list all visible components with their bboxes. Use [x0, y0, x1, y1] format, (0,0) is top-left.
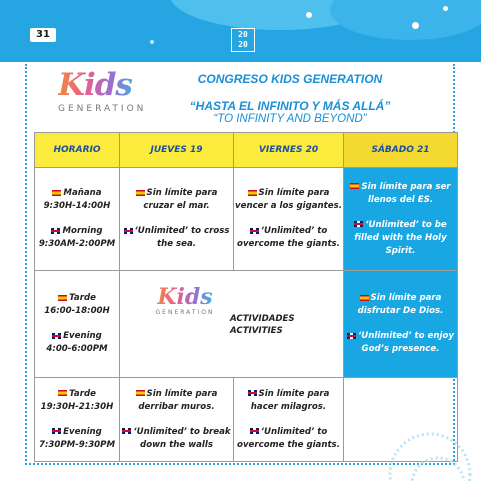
time-hours-es: 9:30H-14:00H: [43, 201, 111, 211]
decorative-dot: [443, 6, 448, 11]
session-text-en: ‘Unlimited’ to cross the sea.: [134, 226, 230, 249]
uk-flag-icon: [124, 228, 133, 234]
session-text-en: ‘Unlimited’ to enjoy God’s presence.: [358, 331, 454, 354]
empty-cell: [344, 378, 458, 462]
time-label-en: Morning: [62, 226, 103, 236]
session-cell: [344, 168, 458, 271]
time-label-es: Tarde: [69, 388, 96, 399]
activities-cell: [120, 271, 344, 378]
decorative-blob: [330, 0, 481, 40]
session-text-es: Sin límite para derribar muros.: [138, 388, 218, 412]
table-row: [35, 168, 458, 271]
kids-generation-logo: [155, 285, 215, 316]
time-cell: [35, 378, 120, 462]
theme-spanish: “HASTA EL INFINITO Y MÁS ALLÁ”: [189, 99, 391, 113]
time-cell: [35, 168, 120, 271]
spain-flag-icon: [350, 183, 359, 189]
session-cell: [234, 378, 344, 462]
time-hours-en: 9:30AM-2:00PM: [38, 239, 116, 249]
session-text-es: Sin límite para disfrutar De Dios.: [357, 293, 444, 316]
time-cell: [35, 271, 120, 378]
time-hours-es: 19:30H-21:30H: [40, 401, 114, 412]
session-text-es: Sin límite para vencer a los gigantes.: [235, 188, 342, 211]
logo-sub: GENERATION: [155, 309, 215, 316]
theme-english: “TO INFINITY AND BEYOND”: [213, 113, 367, 125]
spain-flag-icon: [58, 295, 67, 301]
session-cell: [120, 168, 234, 271]
spain-flag-icon: [58, 390, 67, 396]
session-text-es: Sin límite para ser llenos del ES.: [361, 181, 451, 205]
col-header-viernes: VIERNES 20: [234, 133, 344, 168]
activities-label: [230, 313, 295, 337]
uk-flag-icon: [354, 221, 363, 227]
uk-flag-icon: [250, 228, 259, 234]
uk-flag-icon: [51, 228, 60, 234]
decorative-dot: [150, 40, 154, 44]
session-text-es: Sin límite para hacer milagros.: [250, 388, 330, 412]
schedule-table: [34, 132, 458, 462]
col-header-sabado: SÁBADO 21: [344, 133, 458, 168]
logo-sub: GENERATION: [58, 104, 147, 114]
session-text-en: ‘Unlimited’ to overcome the giants.: [237, 226, 340, 249]
logo-word: Kids: [155, 285, 215, 309]
time-label-es: Tarde: [69, 293, 96, 303]
event-title: CONGRESO KIDS GENERATION: [197, 72, 383, 86]
spain-flag-icon: [52, 190, 61, 196]
time-hours-en: 7:30PM-9:30PM: [38, 439, 116, 450]
activities-en: ACTIVITIES: [230, 326, 283, 336]
year-badge: [231, 28, 255, 52]
session-text-en: ‘Unlimited’ to overcome the giants.: [237, 426, 340, 450]
session-cell: [120, 378, 234, 462]
kids-generation-logo: [58, 67, 147, 124]
col-header-jueves: JUEVES 19: [120, 133, 234, 168]
decorative-dot: [306, 12, 312, 18]
time-label-en: Evening: [63, 426, 102, 437]
session-cell: [344, 271, 458, 378]
time-label-en: Evening: [63, 331, 102, 341]
uk-flag-icon: [122, 428, 131, 434]
session-text-es: Sin límite para cruzar el mar.: [143, 188, 218, 211]
activities-es: ACTIVIDADES: [230, 314, 295, 324]
uk-flag-icon: [347, 333, 356, 339]
session-cell: [234, 168, 344, 271]
table-row: [35, 271, 458, 378]
logo-word: Kids: [58, 68, 138, 102]
time-hours-en: 4:00-6:00PM: [46, 344, 108, 354]
year-badge-bottom: 20: [238, 40, 248, 49]
col-header-horario: HORARIO: [35, 133, 120, 168]
table-row: [35, 378, 458, 462]
uk-flag-icon: [52, 428, 61, 434]
page-number: 31: [30, 28, 56, 42]
spain-flag-icon: [136, 390, 145, 396]
session-text-en: ‘Unlimited’ to be filled with the Holy Spirit.: [354, 219, 447, 256]
spain-flag-icon: [360, 295, 369, 301]
uk-flag-icon: [250, 428, 259, 434]
uk-flag-icon: [52, 333, 61, 339]
decorative-dot: [412, 22, 419, 29]
time-hours-es: 16:00-18:00H: [44, 306, 110, 316]
uk-flag-icon: [248, 390, 257, 396]
spain-flag-icon: [248, 190, 257, 196]
spain-flag-icon: [136, 190, 145, 196]
session-text-en: ‘Unlimited’ to break down the walls: [133, 426, 231, 450]
year-badge-top: 20: [238, 30, 248, 39]
time-label-es: Mañana: [63, 188, 102, 198]
